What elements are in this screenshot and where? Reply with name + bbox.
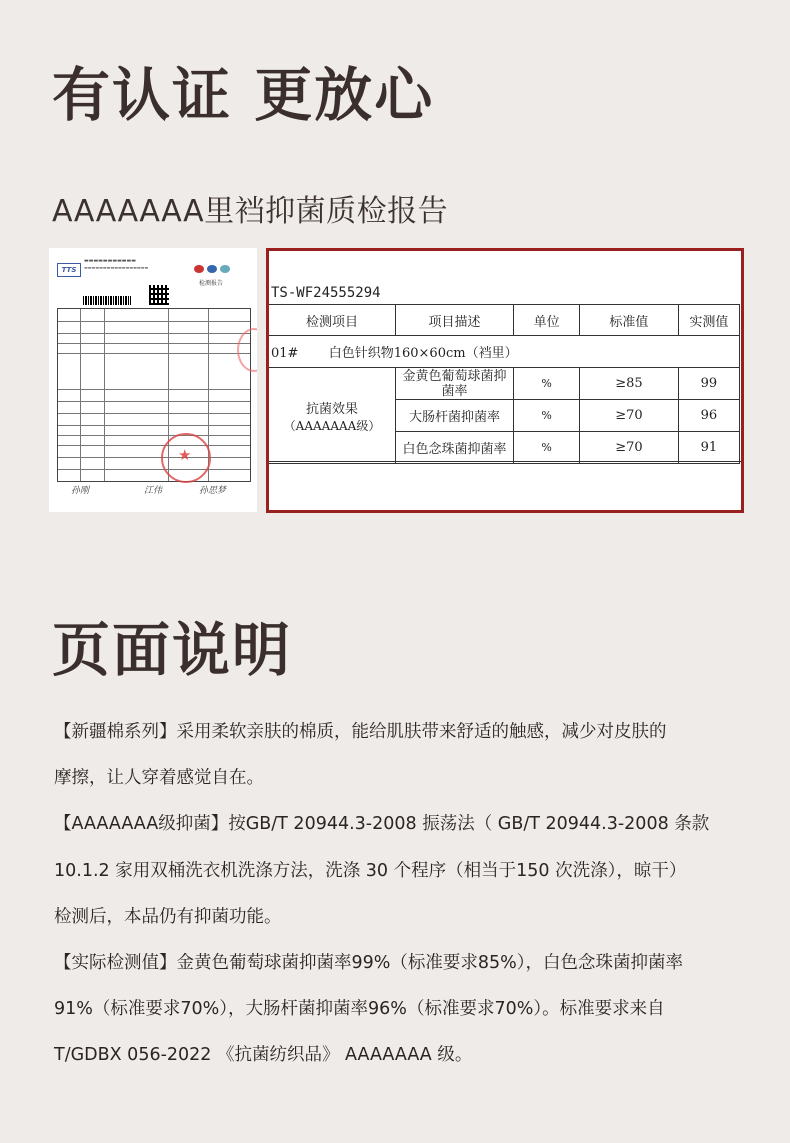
- paragraph-actual-values: 【实际检测值】金黄色葡萄球菌抑菌率99%（标准要求85%），白色念珠菌抑菌率 91%（标准要求70%），大肠杆菌抑菌率96%（标准要求70%）。标准要求来自 T/GDBX 056-2022 《抗菌纺织品》 AAAAAAA 级。: [54, 953, 684, 1066]
- antibacterial-effect-label: 抗菌效果 （AAAAAAA级）: [269, 368, 396, 464]
- official-seal-stamp: [161, 433, 211, 483]
- tts-logo: TTS: [57, 263, 81, 277]
- signature-1: 孙刚: [71, 486, 90, 496]
- result-desc-e-coli: 大肠杆菌抑菌率: [396, 400, 514, 432]
- test-result-panel: [266, 248, 744, 513]
- certificate-org-line: ▬▬▬▬▬▬▬▬▬▬▬: [84, 258, 136, 264]
- result-standard: ≥70: [580, 400, 679, 432]
- result-measured: 91: [678, 432, 739, 464]
- header-test-item: 检测项目: [269, 305, 396, 336]
- result-desc-candida: 白色念珠菌抑菌率: [396, 432, 514, 464]
- heading-page-description: 页面说明: [52, 616, 293, 684]
- heading-report-title: AAAAAAA里裆抑菌质检报告: [52, 194, 449, 229]
- certificate-table: [57, 308, 251, 482]
- sample-code: 01#: [271, 346, 299, 361]
- description-section: [54, 709, 759, 1079]
- result-unit: %: [514, 432, 580, 464]
- paragraph-antibacterial-grade: 【AAAAAAA级抑菌】按GB/T 20944.3-2008 振荡法（ GB/T 20944.3-2008 条款 10.1.2 家用双桶洗衣机洗涤方法，洗涤 30 个程序（相当于150 次洗涤），晾干） 检测后，本品仍有抑菌功能。: [54, 814, 710, 927]
- sample-row: [269, 336, 740, 368]
- result-standard: ≥85: [580, 368, 679, 400]
- signature-2: 江伟: [144, 486, 163, 496]
- result-measured: 96: [678, 400, 739, 432]
- header-standard-value: 标准值: [580, 305, 679, 336]
- result-desc-staphylococcus: 金黄色葡萄球菌抑 菌率: [396, 368, 514, 400]
- result-measured: 99: [678, 368, 739, 400]
- table-bottom-rule: [269, 461, 741, 462]
- paragraph-xinjiang-cotton: 【新疆棉系列】采用柔软亲肤的棉质，能给肌肤带来舒适的触感，减少对皮肤的 摩擦，让人穿着感觉自在。: [54, 722, 667, 789]
- result-unit: %: [514, 400, 580, 432]
- qr-code-icon: [149, 285, 169, 305]
- header-unit: 单位: [514, 305, 580, 336]
- header-measured-value: 实测值: [678, 305, 739, 336]
- report-number: TS-WF24555294: [271, 285, 381, 301]
- signature-3: 孙思梦: [199, 486, 227, 496]
- sample-description: 白色针织物160×60cm（裆里）: [328, 346, 518, 361]
- heading-certified: 有认证 更放心: [52, 61, 435, 129]
- accreditation-marks: [194, 258, 233, 277]
- result-unit: %: [514, 368, 580, 400]
- certificate-org-line-2: ▬▬▬▬▬▬▬▬▬▬▬▬▬▬▬▬▬: [84, 265, 149, 270]
- result-standard: ≥70: [580, 432, 679, 464]
- test-result-table: [268, 304, 740, 464]
- barcode: [83, 296, 131, 305]
- header-item-description: 项目描述: [396, 305, 514, 336]
- certificate-image: [49, 248, 257, 512]
- certificate-report-title: 检测报告: [199, 280, 224, 287]
